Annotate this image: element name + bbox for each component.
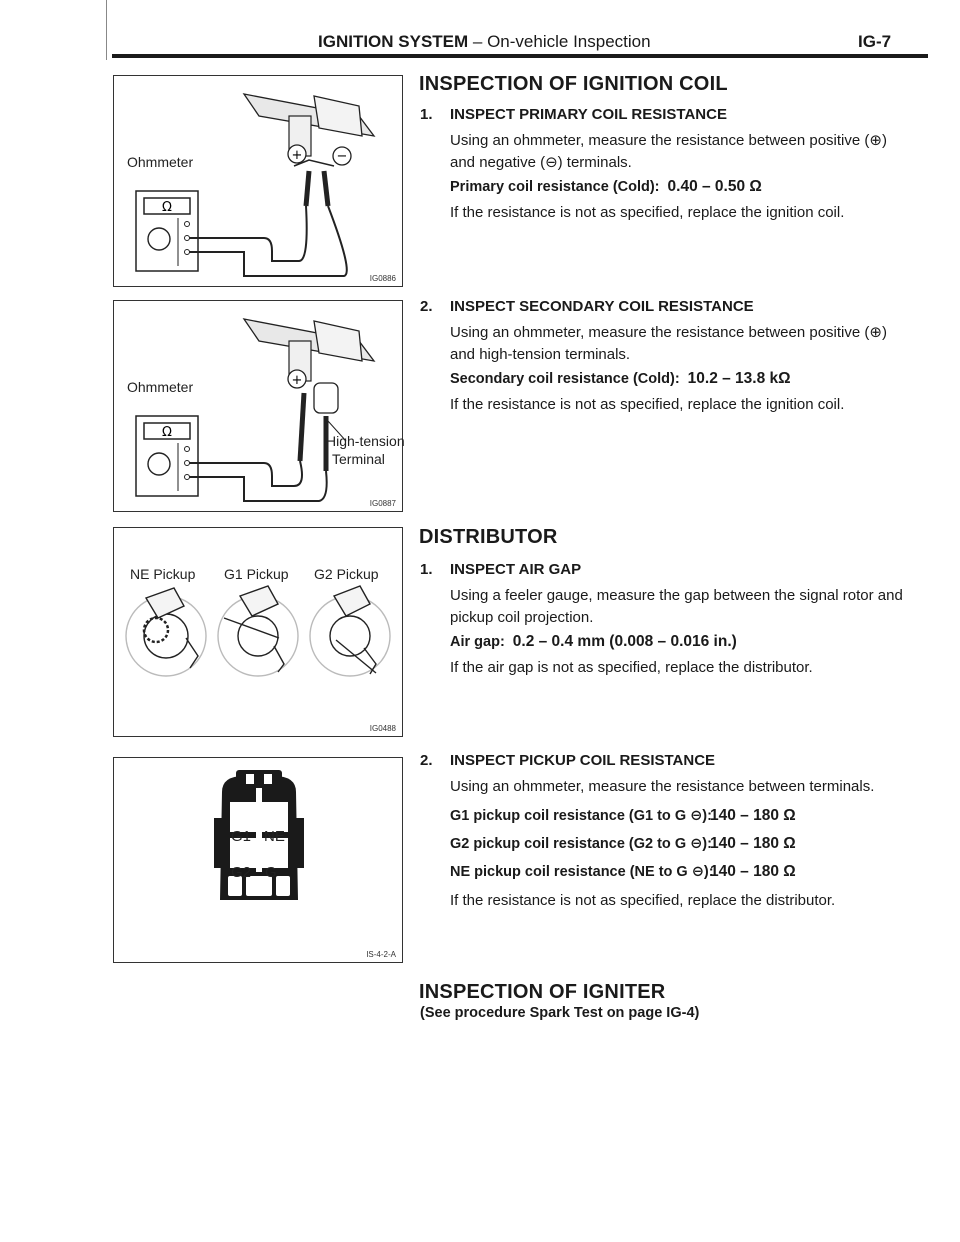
step-heading: INSPECT SECONDARY COIL RESISTANCE [450,298,754,315]
coil-step-2 [420,298,910,416]
figure-secondary-coil [113,300,403,512]
running-header [318,32,651,52]
step-number: 2. [420,752,433,769]
step-note: If the resistance is not as specified, replace the ignition coil. [450,204,845,221]
distributor-section-title: DISTRIBUTOR [419,526,558,548]
step-number: 1. [420,106,433,123]
g1-pickup-label: G1 Pickup [224,566,289,582]
spec-label: Air gap: [450,634,505,650]
high-tension-label: High-tension [326,433,405,449]
coil-section-title: INSPECTION OF IGNITION COIL [419,73,728,95]
step-note: If the resistance is not as specified, replace the distributor. [450,892,836,909]
spec-row [450,830,910,858]
step-text: Using an ohmmeter, measure the resistance between positive (⊕) and high-tension terminals. [450,324,887,363]
terminal-label: Terminal [332,451,385,467]
figure-connector [113,757,403,963]
step-number: 2. [420,298,433,315]
step-text: Using an ohmmeter, measure the resistance between positive (⊕) and negative (⊖) terminals. [450,132,887,171]
igniter-section-title: INSPECTION OF IGNITER [419,981,666,1003]
pin-g-label: G [265,864,277,881]
spec-label: G1 pickup coil resistance (G1 to G ⊖): [450,808,712,824]
step-heading: INSPECT AIR GAP [450,561,582,578]
spec-label: G2 pickup coil resistance (G2 to G ⊖): [450,836,712,852]
ohmmeter-label: Ohmmeter [127,154,194,170]
svg-text:−: − [336,149,348,164]
spec-label: Secondary coil resistance (Cold): [450,371,680,387]
page-number: IG-7 [858,32,892,51]
g2-pickup-label: G2 Pickup [314,566,379,582]
header-section: IGNITION SYSTEM [318,32,469,51]
distributor-step-2 [420,752,910,912]
step-heading: INSPECT PICKUP COIL RESISTANCE [450,752,716,769]
svg-text:Ω: Ω [162,425,172,440]
ne-pickup-label: NE Pickup [130,566,196,582]
figure-code: IG0886 [369,274,396,283]
spec-label: Primary coil resistance (Cold): [450,179,660,195]
secondary-coil-illustration [114,301,401,510]
spec-value: 0.40 – 0.50 Ω [667,178,762,195]
pin-ne-label: NE [264,828,285,845]
connector-illustration [114,758,401,961]
spec-row [450,802,910,830]
spec-value: 10.2 – 13.8 kΩ [687,370,791,387]
igniter-reference: (See procedure Spark Test on page IG-4) [420,1005,700,1021]
figure-code: IG0887 [369,499,396,508]
svg-text:+: + [291,148,303,163]
step-note: If the resistance is not as specified, replace the ignition coil. [450,396,845,413]
distributor-step-1 [420,561,910,679]
coil-step-1 [420,106,910,224]
spec-label: NE pickup coil resistance (NE to G ⊖): [450,864,714,880]
margin-line [106,0,107,60]
header-rule [112,54,928,58]
svg-text:Ω: Ω [162,200,172,215]
pickup-illustration [114,528,401,735]
primary-coil-illustration [114,76,401,285]
spec-value: 0.2 – 0.4 mm (0.008 – 0.016 in.) [512,633,737,650]
spec-value: 140 – 180 Ω [710,807,796,824]
step-text: Using an ohmmeter, measure the resistance between terminals. [450,778,875,795]
header-subtitle: – On-vehicle Inspection [468,32,651,51]
spec-value: 140 – 180 Ω [710,835,796,852]
pin-g1-label: G1 [231,828,252,845]
step-text: Using a feeler gauge, measure the gap between the signal rotor and pickup coil projection. [450,587,903,626]
spec-row [450,858,910,886]
figure-code: IS-4-2-A [366,950,396,959]
figure-code: IG0488 [369,724,396,733]
step-number: 1. [420,561,433,578]
figure-pickups [113,527,403,737]
figure-primary-coil [113,75,403,287]
step-heading: INSPECT PRIMARY COIL RESISTANCE [450,106,727,123]
ohmmeter-label: Ohmmeter [127,379,194,395]
step-note: If the air gap is not as specified, replace the distributor. [450,659,813,676]
spec-value: 140 – 180 Ω [710,863,796,880]
svg-text:+: + [291,373,303,388]
pin-g2-label: G2 [231,864,252,881]
